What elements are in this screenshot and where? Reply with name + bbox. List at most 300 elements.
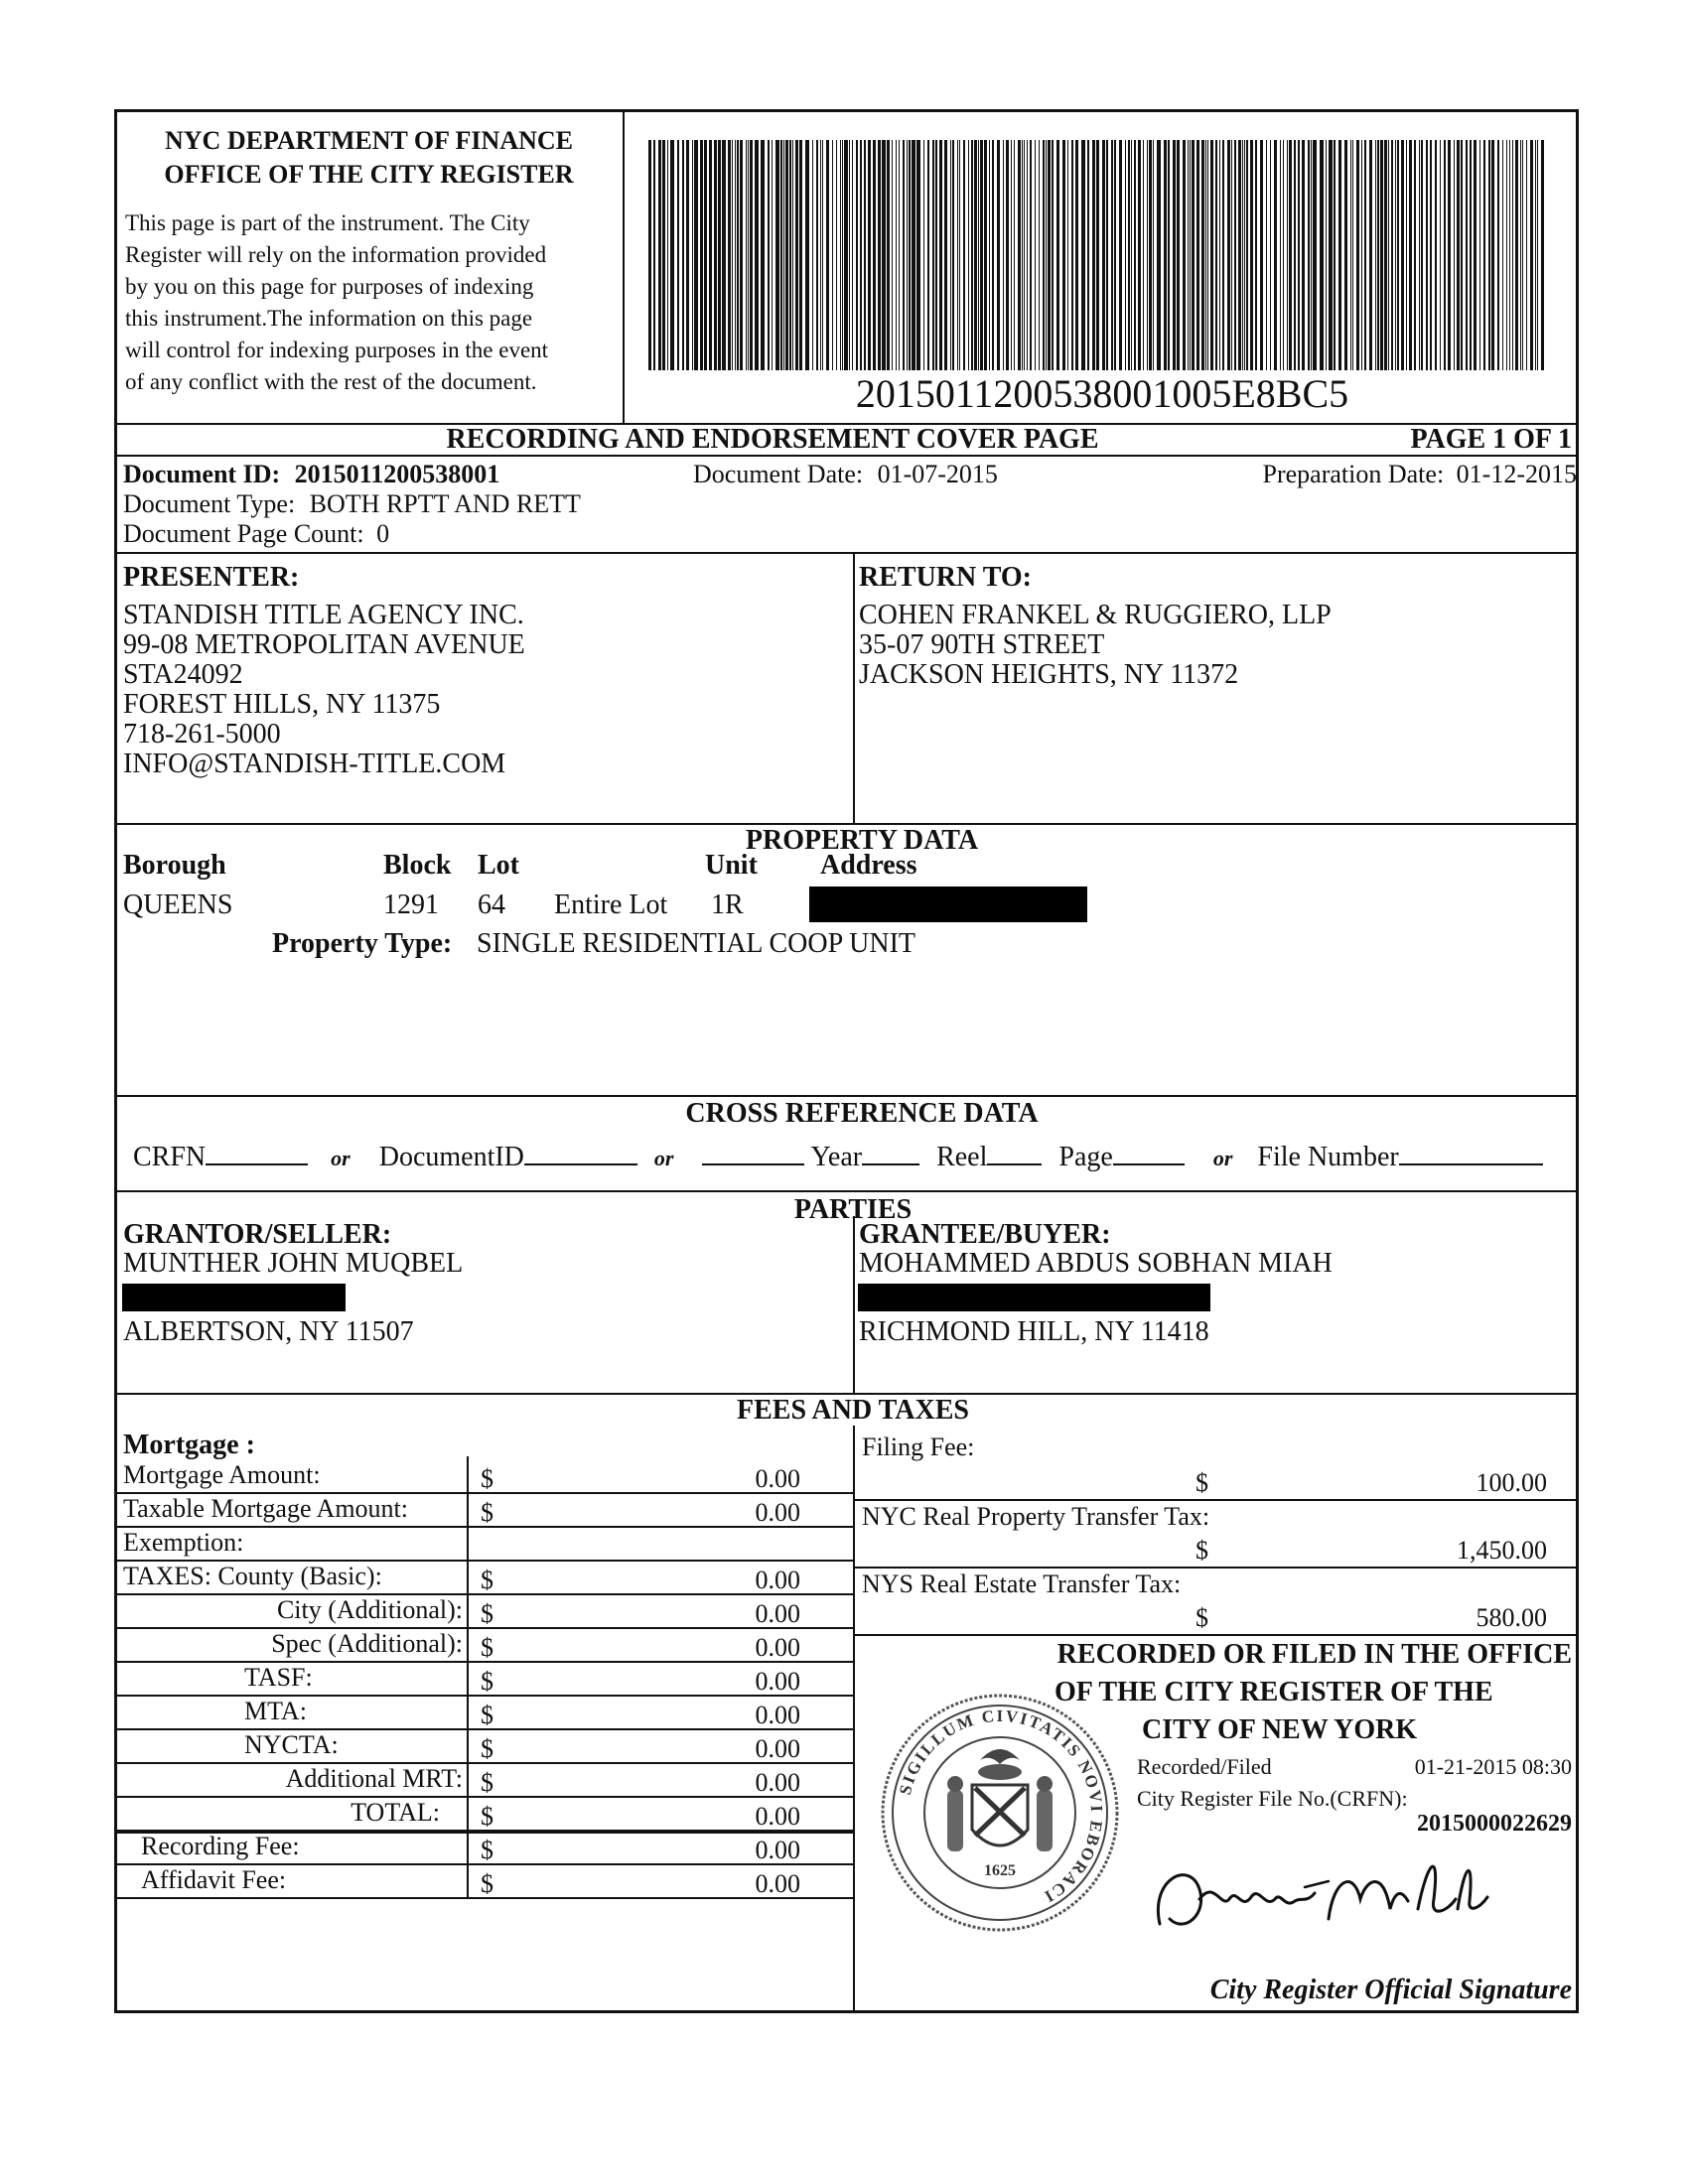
filing-fee-cur: $ [1196, 1468, 1208, 1497]
barcode-bar [842, 140, 843, 370]
barcode-bar [750, 140, 753, 370]
cover-title: RECORDING AND ENDORSEMENT COVER PAGE [446, 424, 1099, 455]
file-number-label: File Number [1257, 1142, 1399, 1172]
col-lot: Lot [478, 850, 519, 881]
barcode-bar [1497, 140, 1499, 370]
barcode-bar [1149, 140, 1152, 370]
barcode-bar [740, 140, 743, 370]
return-to-line: JACKSON HEIGHTS, NY 11372 [859, 659, 1239, 690]
barcode-bar [1289, 140, 1292, 370]
barcode-bar [1506, 140, 1507, 370]
barcode-bar [1242, 140, 1243, 370]
recorded-filed-label: Recorded/Filed [1137, 1754, 1272, 1779]
barcode-bar [1207, 140, 1208, 370]
notice-line: This page is part of the instrument. The City [125, 210, 530, 235]
document-date [693, 460, 998, 489]
barcode-bar [852, 140, 853, 370]
unit-value: 1R [711, 889, 744, 920]
lot-extent: Entire Lot [554, 889, 668, 920]
fee-row-currency: $ [481, 1633, 493, 1662]
barcode-bar [1168, 140, 1170, 370]
barcode-bar [826, 140, 829, 370]
barcode-bar [912, 140, 915, 370]
page-count-label: Document Page Count: [123, 519, 364, 548]
barcode-bar [1024, 140, 1025, 370]
notice-text [125, 207, 622, 398]
barcode-bar [836, 140, 837, 370]
fee-row-label: Additional MRT: [285, 1764, 463, 1793]
fee-row-amount: 0.00 [755, 1667, 800, 1696]
barcode-bar [700, 140, 703, 370]
fee-row-currency: $ [481, 1667, 493, 1696]
barcode-bar [1030, 140, 1032, 370]
barcode-bar [1384, 140, 1387, 370]
barcode-bar [653, 140, 655, 370]
barcode-bar [849, 140, 850, 370]
barcode-bar [1352, 140, 1353, 370]
barcode-bar [1250, 140, 1253, 370]
notice-line: will control for indexing purposes in the event [125, 338, 549, 362]
barcode-bar [944, 140, 947, 370]
col-unit: Unit [705, 850, 758, 881]
barcode-bar [916, 140, 920, 370]
cover-page-frame [114, 109, 1579, 2013]
notice-line: this instrument.The information on this page [125, 306, 533, 331]
presenter-line: 99-08 METROPOLITAN AVENUE [123, 629, 525, 660]
fee-row-amount: 0.00 [755, 1802, 800, 1831]
nyc-rptt-value: 1,450.00 [1457, 1536, 1547, 1565]
barcode-bar [1131, 140, 1132, 370]
fee-row-currency: $ [481, 1498, 493, 1527]
barcode-bar [1255, 140, 1257, 370]
crfn-label-recorded: City Register File No.(CRFN): [1137, 1786, 1408, 1811]
barcode-bar [694, 140, 698, 370]
barcode-bar [1483, 140, 1485, 370]
barcode-bar [1491, 140, 1494, 370]
nyc-rptt-label: NYC Real Property Transfer Tax: [862, 1502, 1210, 1531]
return-to-heading: RETURN TO: [859, 562, 1033, 593]
fee-row-amount: 0.00 [755, 1566, 800, 1594]
barcode-bar [896, 140, 897, 370]
grantee-heading: GRANTEE/BUYER: [859, 1219, 1111, 1250]
barcode-bar [980, 140, 983, 370]
barcode-bar [923, 140, 924, 370]
barcode-bar [792, 140, 793, 370]
document-id-label: Document ID: [123, 460, 281, 488]
barcode-bar [1244, 140, 1245, 370]
fee-row-amount: 0.00 [755, 1768, 800, 1797]
barcode-bar [1440, 140, 1441, 370]
barcode-bar [1183, 140, 1186, 370]
barcode-bar [1409, 140, 1412, 370]
year-label: Year [810, 1142, 863, 1172]
cross-ref-heading: CROSS REFERENCE DATA [685, 1098, 1039, 1129]
barcode-bar [1313, 140, 1317, 370]
barcode-bar [662, 140, 665, 370]
or-label: or [1212, 1146, 1233, 1170]
barcode-bar [832, 140, 833, 370]
barcode-bar [1188, 140, 1189, 370]
barcode-bar [1294, 140, 1296, 370]
cross-ref-fields [133, 1140, 1543, 1174]
document-id-ref-label: DocumentID [378, 1142, 524, 1172]
barcode-bar [1190, 140, 1191, 370]
fee-row-label: Recording Fee: [141, 1832, 300, 1860]
fee-row-label: TAXES: County (Basic): [123, 1562, 382, 1590]
barcode-bar [1222, 140, 1224, 370]
barcode-bar [1444, 140, 1446, 370]
presenter-heading: PRESENTER: [123, 562, 300, 593]
parties-heading: PARTIES [793, 1194, 913, 1225]
nys-rett-label: NYS Real Estate Transfer Tax: [862, 1570, 1182, 1598]
barcode-bar [1388, 140, 1389, 370]
barcode-bar [1173, 140, 1176, 370]
fee-row-currency: $ [481, 1768, 493, 1797]
barcode-bar [1397, 140, 1399, 370]
barcode-bar [648, 140, 651, 370]
block-value: 1291 [383, 889, 439, 920]
barcode-bar [1215, 140, 1217, 370]
barcode-bar [805, 140, 809, 370]
barcode-bar [682, 140, 684, 370]
return-to-line: 35-07 90TH STREET [859, 629, 1105, 660]
barcode-bar [856, 140, 858, 370]
barcode-bar [1329, 140, 1333, 370]
barcode-bar [1087, 140, 1089, 370]
barcode-bar [775, 140, 779, 370]
fee-row-label: Exemption: [123, 1528, 244, 1557]
nys-rett-cur: $ [1196, 1603, 1208, 1632]
preparation-date-value: 01-12-2015 [1456, 460, 1577, 488]
col-address: Address [820, 850, 917, 881]
barcode-bar [1302, 140, 1305, 370]
barcode-bar [1067, 140, 1068, 370]
barcode-bar [887, 140, 890, 370]
fee-row-label: MTA: [244, 1697, 307, 1725]
barcode-bar [1406, 140, 1407, 370]
or-label: or [653, 1146, 674, 1170]
barcode-bar [1048, 140, 1051, 370]
dept-line2: OFFICE OF THE CITY REGISTER [164, 160, 574, 189]
barcode-bar [1227, 140, 1230, 370]
barcode-bar [1326, 140, 1327, 370]
page-count [123, 519, 389, 549]
reel-blank [987, 1140, 1042, 1165]
barcode-bar [772, 140, 773, 370]
fee-row-amount: 0.00 [755, 1836, 800, 1864]
barcode-bar [1274, 140, 1277, 370]
barcode-bar [1014, 140, 1015, 370]
col-borough: Borough [123, 850, 226, 881]
barcode-bar [873, 140, 876, 370]
barcode-bar [1056, 140, 1059, 370]
barcode-bar [1043, 140, 1045, 370]
fee-row-label: City (Additional): [276, 1595, 463, 1624]
barcode-bar [1238, 140, 1241, 370]
barcode-bar [1111, 140, 1113, 370]
fee-row-label: Taxable Mortgage Amount: [123, 1494, 409, 1523]
barcode-bar [878, 140, 881, 370]
barcode-bar [722, 140, 726, 370]
barcode-bar [1520, 140, 1521, 370]
fees-heading: FEES AND TAXES [737, 1395, 969, 1426]
barcode-bar [1391, 140, 1393, 370]
barcode-bar [735, 140, 736, 370]
barcode-bar [1081, 140, 1085, 370]
barcode-bar [989, 140, 990, 370]
address-redaction [809, 887, 1087, 922]
barcode-bar [1364, 140, 1366, 370]
fee-row-currency: $ [481, 1464, 493, 1493]
barcode-bar [1488, 140, 1490, 370]
barcode-bar [1201, 140, 1204, 370]
fee-row-amount: 0.00 [755, 1464, 800, 1493]
fee-row-label: Spec (Additional): [271, 1629, 463, 1658]
nyc-rptt-cur: $ [1196, 1536, 1208, 1565]
barcode-bar [799, 140, 802, 370]
barcode-bar [909, 140, 911, 370]
barcode-bar [1526, 140, 1527, 370]
barcode-bar [1046, 140, 1047, 370]
barcode-bar [1119, 140, 1122, 370]
fee-row-amount: 0.00 [755, 1599, 800, 1628]
barcode-bar [1134, 140, 1136, 370]
barcode-bar [907, 140, 908, 370]
grantor-name: MUNTHER JOHN MUQBEL [123, 1248, 464, 1279]
barcode-bar [1153, 140, 1154, 370]
barcode-bar [728, 140, 731, 370]
official-signature [1130, 1840, 1527, 1949]
document-date-label: Document Date: [693, 460, 864, 488]
barcode-bar [939, 140, 942, 370]
fee-row-amount: 0.00 [755, 1633, 800, 1662]
presenter-line: INFO@STANDISH-TITLE.COM [123, 749, 506, 779]
barcode-bar [1006, 140, 1009, 370]
recorded-line1: RECORDED OR FILED IN THE OFFICE [1056, 1639, 1572, 1670]
barcode-bar [1260, 140, 1263, 370]
barcode-bar [667, 140, 668, 370]
barcode-bar [868, 140, 871, 370]
barcode-bar [1356, 140, 1359, 370]
barcode-bar [1138, 140, 1141, 370]
barcode-bar [1287, 140, 1288, 370]
barcode-bar [1266, 140, 1267, 370]
barcode-bar [903, 140, 905, 370]
barcode-bar [1231, 140, 1232, 370]
notice-line: Register will rely on the information provided [125, 242, 547, 267]
barcode-bar [1515, 140, 1518, 370]
barcode-text: 2015011200538001005E8BC5 [855, 371, 1349, 416]
document-id-row [123, 460, 499, 489]
preparation-date [1190, 460, 1577, 489]
grantee-name: MOHAMMED ABDUS SOBHAN MIAH [859, 1248, 1333, 1279]
barcode-bar [783, 140, 784, 370]
barcode-bar [1541, 140, 1544, 370]
nys-rett-value: 580.00 [1476, 1603, 1547, 1632]
barcode-bar [822, 140, 823, 370]
barcode-bar [1395, 140, 1396, 370]
fee-row-amount: 0.00 [755, 1734, 800, 1763]
barcode-bar [1283, 140, 1284, 370]
barcode-bar [1219, 140, 1220, 370]
page-blank [1113, 1140, 1185, 1165]
barcode-bar [1071, 140, 1073, 370]
barcode-bar [1125, 140, 1126, 370]
barcode-bar [844, 140, 848, 370]
barcode-bar [816, 140, 818, 370]
fee-row-divider [117, 1728, 853, 1730]
barcode-bar [704, 140, 707, 370]
barcode-bar [1027, 140, 1028, 370]
fee-row-amount: 0.00 [755, 1498, 800, 1527]
barcode-bar [1430, 140, 1432, 370]
fee-row-divider [117, 1695, 853, 1697]
document-type [123, 489, 581, 519]
barcode-bar [1022, 140, 1023, 370]
barcode-bar [1075, 140, 1078, 370]
barcode-bar [737, 140, 739, 370]
seal-year: 1625 [984, 1862, 1016, 1879]
page-count-value: 0 [376, 519, 390, 548]
borough-value: QUEENS [123, 889, 233, 920]
barcode-bar [978, 140, 979, 370]
fee-row-currency: $ [481, 1701, 493, 1729]
barcode-bar [820, 140, 821, 370]
barcode-bar [1470, 140, 1472, 370]
barcode-bar [1350, 140, 1351, 370]
notice-line: of any conflict with the rest of the document. [125, 369, 537, 394]
presenter-line: STANDISH TITLE AGENCY INC. [123, 600, 524, 630]
barcode [648, 140, 1547, 370]
document-date-value: 01-07-2015 [877, 460, 998, 488]
document-id-value: 2015011200538001 [294, 460, 500, 488]
barcode-bar [1011, 140, 1012, 370]
barcode-bar [1380, 140, 1383, 370]
property-type-value: SINGLE RESIDENTIAL COOP UNIT [477, 928, 915, 959]
barcode-bar [780, 140, 782, 370]
barcode-bar [984, 140, 987, 370]
barcode-bar [686, 140, 689, 370]
barcode-bar [755, 140, 759, 370]
fee-row-divider [117, 1897, 853, 1899]
document-type-label: Document Type: [123, 489, 296, 518]
barcode-bar [1210, 140, 1213, 370]
barcode-bar [1509, 140, 1510, 370]
fee-row-label: Affidavit Fee: [141, 1865, 287, 1894]
col-block: Block [383, 850, 452, 881]
barcode-bar [1205, 140, 1206, 370]
barcode-bar [1512, 140, 1513, 370]
barcode-bar [812, 140, 813, 370]
barcode-bar [1419, 140, 1420, 370]
barcode-bar [789, 140, 791, 370]
barcode-bar [1246, 140, 1248, 370]
barcode-bar [971, 140, 973, 370]
return-to-block [859, 601, 1574, 690]
barcode-bar [670, 140, 674, 370]
barcode-bar [1530, 140, 1533, 370]
barcode-bar [1502, 140, 1503, 370]
barcode-bar [1448, 140, 1451, 370]
barcode-bar [768, 140, 770, 370]
barcode-bar [892, 140, 893, 370]
reel-label: Reel [936, 1142, 988, 1172]
barcode-bar [957, 140, 958, 370]
barcode-bar [1177, 140, 1180, 370]
barcode-bar [1143, 140, 1144, 370]
barcode-bar [1537, 140, 1538, 370]
barcode-bar [1457, 140, 1460, 370]
barcode-bar [935, 140, 937, 370]
barcode-bar [864, 140, 866, 370]
barcode-bar [952, 140, 954, 370]
barcode-bar [658, 140, 661, 370]
fee-row-label: Mortgage Amount: [123, 1460, 321, 1489]
fee-row-label: NYCTA: [244, 1730, 339, 1759]
barcode-bar [1114, 140, 1116, 370]
barcode-bar [840, 140, 841, 370]
presenter-line: FOREST HILLS, NY 11375 [123, 689, 441, 720]
barcode-bar [1018, 140, 1021, 370]
barcode-bar [709, 140, 712, 370]
presenter-line: STA24092 [123, 659, 243, 690]
barcode-bar [1421, 140, 1423, 370]
fee-row-amount: 0.00 [755, 1701, 800, 1729]
grantor-address-redaction [122, 1284, 346, 1311]
barcode-bar [1308, 140, 1310, 370]
barcode-bar [677, 140, 679, 370]
barcode-bar [1435, 140, 1437, 370]
barcode-bar [1062, 140, 1065, 370]
property-heading: PROPERTY DATA [745, 825, 979, 856]
fee-row-label: TASF: [244, 1663, 313, 1692]
barcode-bar [1414, 140, 1416, 370]
barcode-bar [1375, 140, 1376, 370]
barcode-bar [1192, 140, 1195, 370]
barcode-bar [927, 140, 929, 370]
preparation-date-label: Preparation Date: [1262, 460, 1445, 488]
crfn-value: 2015000022629 [1417, 1811, 1572, 1837]
document-id-blank [524, 1140, 637, 1165]
barcode-bar [714, 140, 717, 370]
year-blank [702, 1140, 804, 1165]
barcode-bar [748, 140, 749, 370]
return-to-line: COHEN FRANKEL & RUGGIERO, LLP [859, 600, 1332, 630]
barcode-bar [1461, 140, 1463, 370]
crfn-label: CRFN [133, 1142, 207, 1172]
barcode-bar [1196, 140, 1199, 370]
barcode-bar [1377, 140, 1379, 370]
presenter-line: 718-261-5000 [123, 719, 281, 750]
presenter-block [123, 601, 838, 779]
or-label: or [331, 1146, 351, 1170]
barcode-bar [732, 140, 733, 370]
barcode-bar [1311, 140, 1312, 370]
recorded-line2: OF THE CITY REGISTER OF THE [1055, 1677, 1493, 1707]
barcode-bar [1320, 140, 1324, 370]
barcode-bar [1522, 140, 1523, 370]
barcode-bar [882, 140, 886, 370]
barcode-bar [1479, 140, 1480, 370]
barcode-bar [1454, 140, 1455, 370]
barcode-bar [1035, 140, 1036, 370]
filing-fee-label: Filing Fee: [862, 1433, 975, 1461]
grantor-city: ALBERTSON, NY 11507 [123, 1316, 414, 1347]
barcode-bar [1338, 140, 1341, 370]
barcode-bar [1298, 140, 1300, 370]
crfn-blank [206, 1140, 308, 1165]
barcode-bar [1401, 140, 1404, 370]
